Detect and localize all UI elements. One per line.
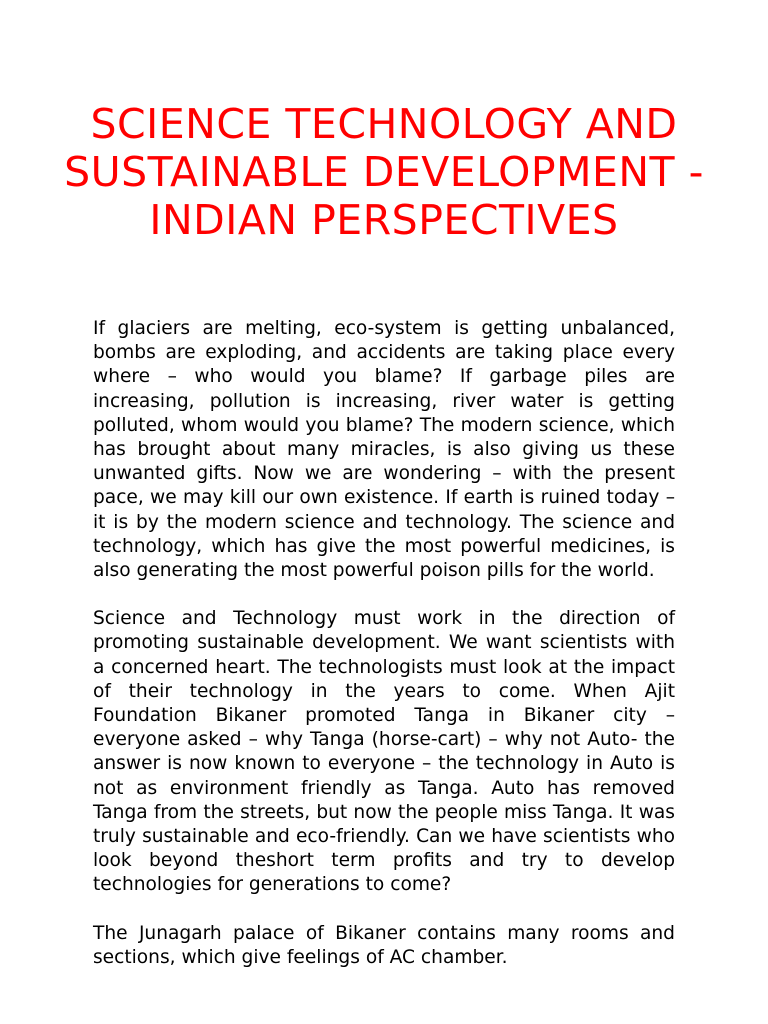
paragraph-junagarh-palace: The Junagarh palace of Bikaner contains many rooms and sections, which give feelings of AC chamber. (93, 922, 675, 968)
document-title: SCIENCE TECHNOLOGY AND SUSTAINABLE DEVELOPMENT - INDIAN PERSPECTIVES (64, 100, 704, 244)
document-body (93, 317, 675, 994)
paragraph-sustainable-development: Science and Technology must work in the direction of promoting sustainable development. We want scientists with a concerned heart. The technologists must look at the impact of their technology in the years to come. When Ajit Foundation Bikaner promoted Tanga in Bikaner city – everyone asked – why Tanga (horse-cart) – why not Auto- the answer is now known to everyone – the technology in Auto is not as environment friendly as Tanga. Auto has removed Tanga from the streets, but now the people miss Tanga. It was truly sustainable and eco-friendly. Can we have scientists who look beyond theshort term profits and try to develop technologies for generations to come? (93, 608, 675, 896)
paragraph-glaciers: If glaciers are melting, eco-system is getting unbalanced, bombs are exploding, and accidents are taking place every where – who would you blame? If garbage piles are increasing, pollution is increasing, river water is getting polluted, whom would you blame? The modern science, which has brought about many miracles, is also giving us these unwanted gifts. Now we are wondering – with the present pace, we may kill our own existence. If earth is ruined today – it is by the modern science and technology. The science and technology, which has give the most powerful medicines, is also generating the most powerful poison pills for the world. (93, 318, 675, 582)
